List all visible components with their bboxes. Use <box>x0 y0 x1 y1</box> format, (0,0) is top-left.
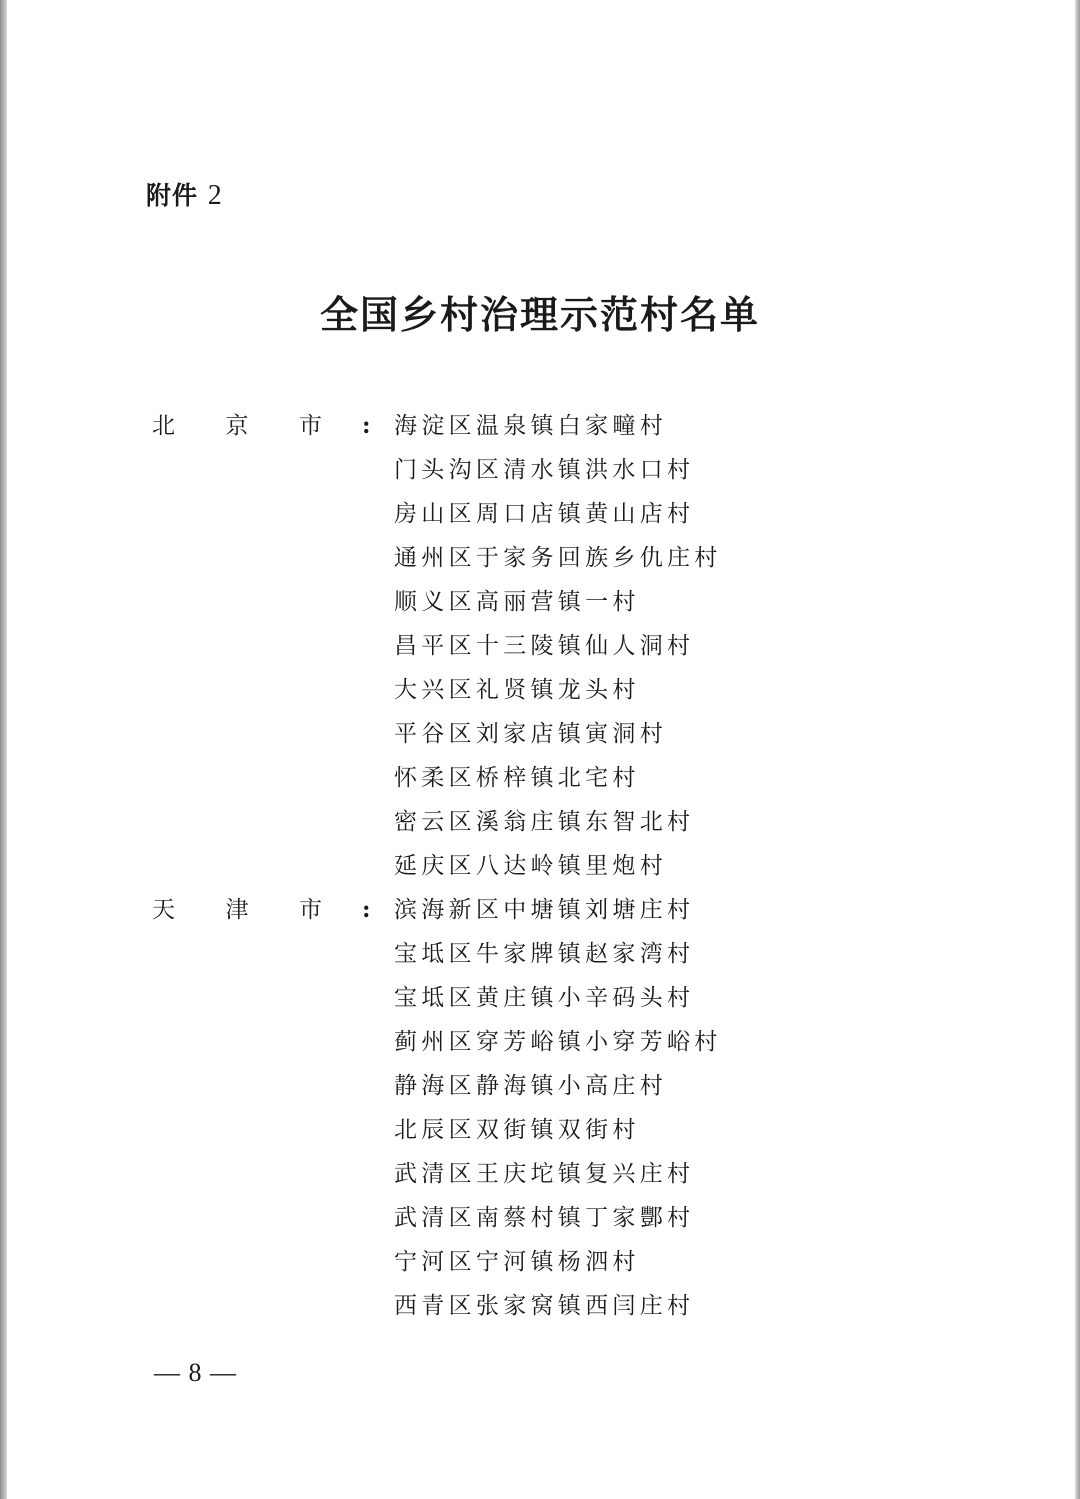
list-item <box>0 800 1080 844</box>
region-char: 市 <box>299 413 322 439</box>
list-item <box>0 1152 1080 1196</box>
village-name: 密云区溪翁庄镇东智北村 <box>394 809 695 835</box>
region-name <box>152 888 322 932</box>
list-item <box>0 1108 1080 1152</box>
attachment-label-text: 附件 <box>146 181 199 210</box>
list-item <box>0 1196 1080 1240</box>
list-item <box>0 492 1080 536</box>
village-name: 滨海新区中塘镇刘塘庄村 <box>394 897 695 923</box>
region-char: 天 <box>152 897 175 923</box>
region-char: 北 <box>152 413 175 439</box>
list-item <box>0 624 1080 668</box>
village-name: 宁河区宁河镇杨泗村 <box>394 1249 640 1275</box>
village-name: 门头沟区清水镇洪水口村 <box>394 457 695 483</box>
list-item <box>0 756 1080 800</box>
village-name: 西青区张家窝镇西闫庄村 <box>394 1293 695 1319</box>
list-item <box>0 448 1080 492</box>
village-name: 房山区周口店镇黄山店村 <box>394 501 695 527</box>
list-item <box>0 1284 1080 1328</box>
village-name: 顺义区高丽营镇一村 <box>394 589 640 615</box>
page-number: — 8 — <box>154 1358 237 1387</box>
village-name: 延庆区八达岭镇里炮村 <box>394 853 667 879</box>
village-name: 武清区王庆坨镇复兴庄村 <box>394 1161 695 1187</box>
region-char: 市 <box>299 897 322 923</box>
list-item <box>0 536 1080 580</box>
village-list <box>0 404 1080 1328</box>
list-item <box>0 888 1080 932</box>
list-item <box>0 932 1080 976</box>
region-colon: : <box>362 412 371 439</box>
attachment-number: 2 <box>207 180 223 211</box>
village-name: 蓟州区穿芳峪镇小穿芳峪村 <box>394 1029 722 1055</box>
village-name: 通州区于家务回族乡仇庄村 <box>394 545 722 571</box>
list-item <box>0 1064 1080 1108</box>
village-name: 静海区静海镇小高庄村 <box>394 1073 667 1099</box>
list-item <box>0 844 1080 888</box>
list-item <box>0 712 1080 756</box>
village-name: 大兴区礼贤镇龙头村 <box>394 677 640 703</box>
list-item <box>0 1240 1080 1284</box>
list-item <box>0 1020 1080 1064</box>
list-item <box>0 404 1080 448</box>
region-char: 津 <box>225 897 249 923</box>
village-name: 北辰区双街镇双街村 <box>394 1117 640 1143</box>
list-item <box>0 976 1080 1020</box>
region-name <box>152 404 322 448</box>
attachment-label <box>146 176 223 212</box>
village-name: 怀柔区桥梓镇北宅村 <box>394 765 640 791</box>
document-title: 全国乡村治理示范村名单 <box>319 292 760 337</box>
region-colon: : <box>362 896 371 923</box>
list-item <box>0 668 1080 712</box>
village-name: 武清区南蔡村镇丁家酆村 <box>394 1205 695 1231</box>
village-name: 宝坻区黄庄镇小辛码头村 <box>394 985 695 1011</box>
village-name: 海淀区温泉镇白家疃村 <box>394 413 667 439</box>
village-name: 昌平区十三陵镇仙人洞村 <box>394 633 695 659</box>
village-name: 宝坻区牛家牌镇赵家湾村 <box>394 941 695 967</box>
region-char: 京 <box>225 413 249 439</box>
village-name: 平谷区刘家店镇寅洞村 <box>394 721 667 747</box>
list-item <box>0 580 1080 624</box>
